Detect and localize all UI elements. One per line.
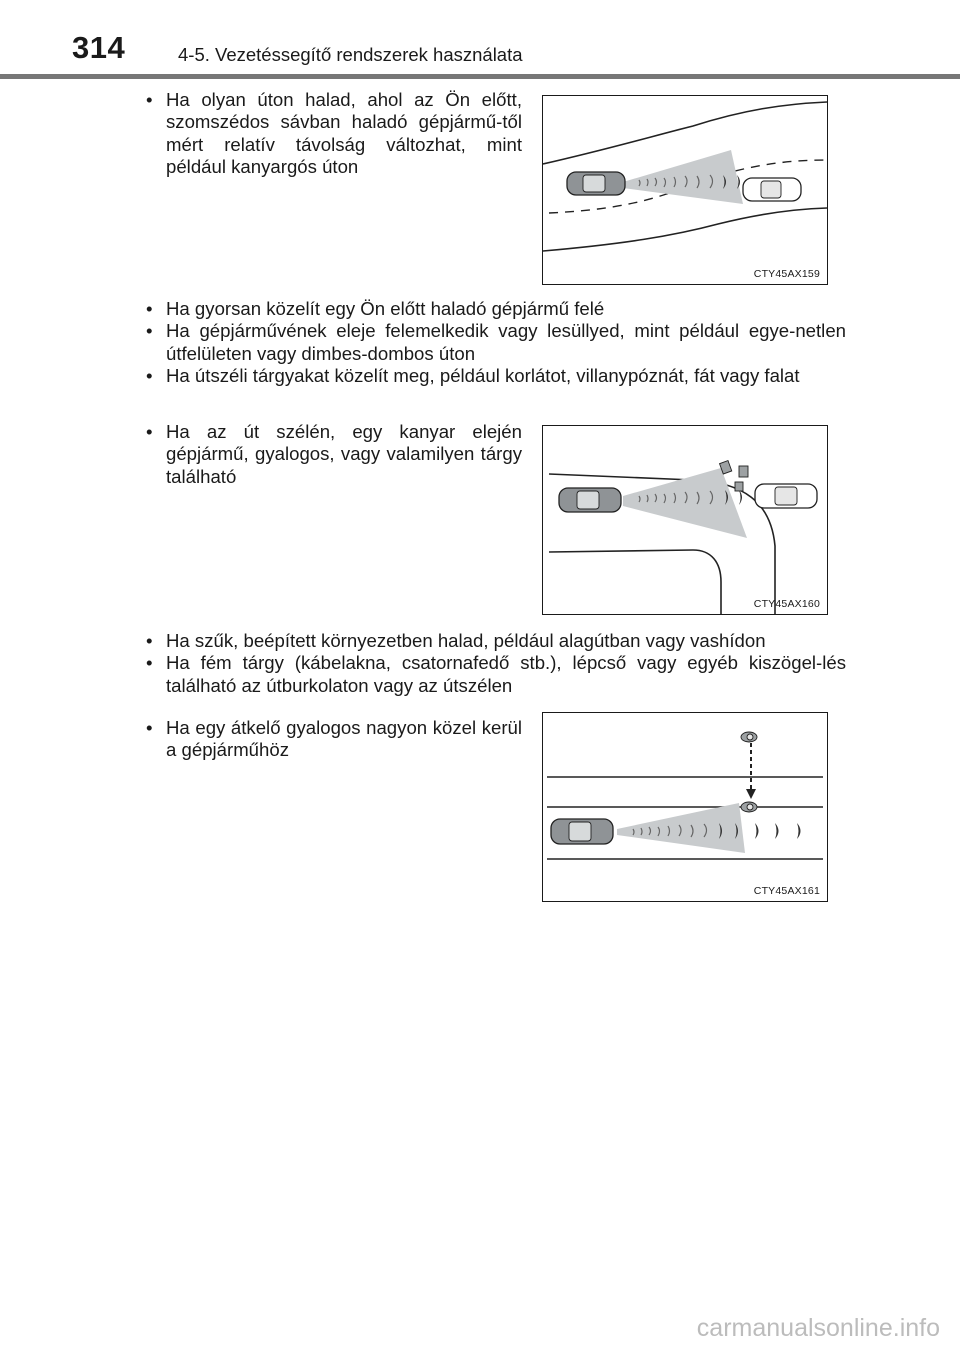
crossing-pedestrian-illustration: [543, 713, 827, 901]
bullet-list-curvy-road: [142, 89, 522, 179]
curvy-road-illustration: [543, 96, 827, 284]
list-item: • Ha fém tárgy (kábelakna, csatornafedő stb.), lépcső vagy egyéb kiszögel-lés található az útburkolaton vagy az útszélen: [142, 652, 846, 697]
figure-curve-entry: [542, 425, 828, 615]
list-item: • Ha gyorsan közelít egy Ön előtt haladó gépjármű felé: [142, 298, 846, 320]
list-item: • Ha szűk, beépített környezetben halad, például alagútban vagy vashídon: [142, 630, 846, 652]
bullet-list-approach: [142, 298, 846, 388]
list-item: • Ha olyan úton halad, ahol az Ön előtt, szomszédos sávban haladó gépjármű-től mért relatív távolság változhat, mint például kanyargós úton: [142, 89, 522, 179]
figure-code: CTY45AX160: [753, 598, 820, 610]
figure-code: CTY45AX161: [753, 885, 820, 897]
curve-entry-illustration: [543, 426, 827, 614]
section-title: 4-5. Vezetéssegítő rendszerek használata: [178, 44, 523, 65]
list-item: • Ha útszéli tárgyakat közelít meg, például korlátot, villanypóznát, fát vagy falat: [142, 365, 846, 387]
header-divider: [0, 74, 960, 79]
bullet-list-environment: [142, 630, 846, 697]
figure-code: CTY45AX159: [753, 268, 820, 280]
list-item: • Ha az út szélén, egy kanyar elején gépjármű, gyalogos, vagy valamilyen tárgy található: [142, 421, 522, 488]
figure-curvy-road: [542, 95, 828, 285]
list-item: • Ha gépjárművének eleje felemelkedik vagy lesüllyed, mint például egye-netlen útfelületen vagy dimbes-dombos úton: [142, 320, 846, 365]
bullet-list-pedestrian: [142, 717, 522, 762]
watermark: carmanualsonline.info: [696, 1314, 940, 1342]
page-number: 314: [72, 30, 126, 65]
bullet-list-curve-entry: [142, 421, 522, 488]
figure-crossing-pedestrian: [542, 712, 828, 902]
list-item: • Ha egy átkelő gyalogos nagyon közel kerül a gépjárműhöz: [142, 717, 522, 762]
